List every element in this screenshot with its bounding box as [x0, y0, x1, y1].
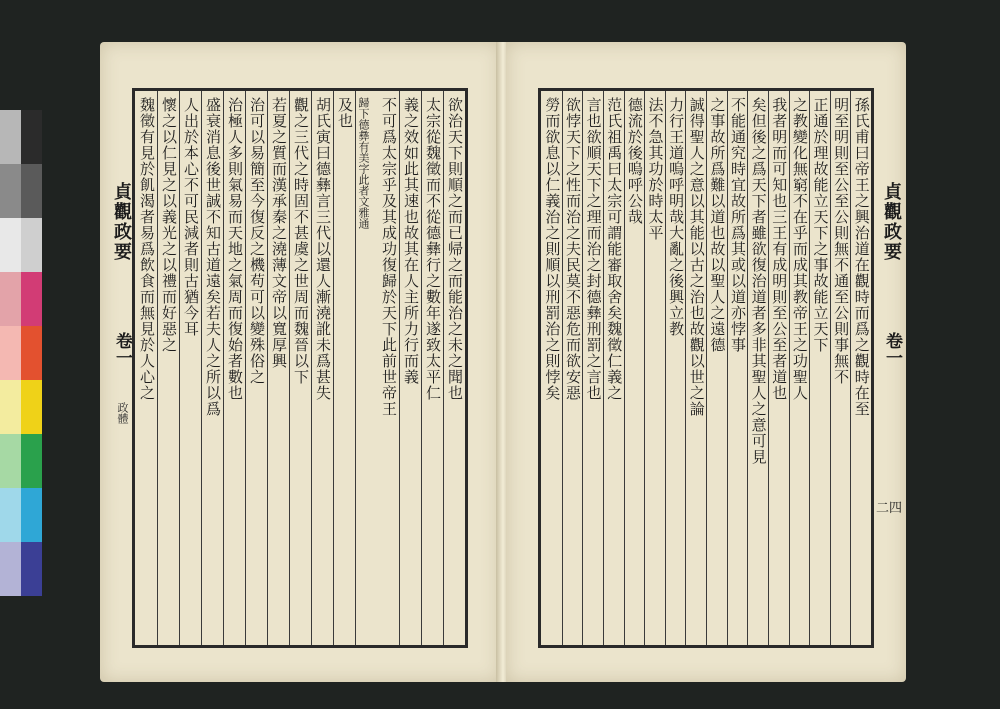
column-rule	[399, 91, 400, 645]
right-page-juan-label: 卷一	[882, 332, 902, 366]
text-column: 胡氏寅曰德彝言三代以還人漸澆訛未爲甚失	[314, 97, 332, 401]
text-column: 之事故所爲難以道也故以聖人之遠德	[708, 97, 727, 353]
text-column: 明至明則至公至公則無不通至公則事無不	[832, 97, 851, 385]
column-rule	[245, 91, 246, 645]
text-column: 我者明而可知也三王有成明則至公至者道也	[770, 97, 789, 401]
column-rule	[157, 91, 158, 645]
color-swatch	[21, 272, 42, 326]
text-column: 盛衰消息後世誠不知古道遠矣若夫人之所以爲	[204, 97, 222, 417]
column-rule	[311, 91, 312, 645]
text-column: 正通於理故能立天下之事故能立天下	[811, 97, 830, 353]
color-swatch	[0, 272, 21, 326]
color-swatch	[21, 110, 42, 164]
text-column: 治可以易簡至今復反之機苟可以變殊俗之	[248, 97, 266, 385]
text-column: 欲悖天下之性而治之夫民莫不惡危而欲安惡	[563, 97, 582, 401]
column-rule	[289, 91, 290, 645]
text-column: 勞而欲息以仁義治之則順以刑罰治之則悖矣	[543, 97, 562, 401]
text-column: 不可爲太宗乎及其成功復歸於天下此前世帝王	[380, 97, 398, 417]
right-page-text-frame	[538, 88, 874, 648]
text-column: 太宗從魏徵而不從德彝行之數年遂致太平仁	[424, 97, 442, 401]
column-rule	[267, 91, 268, 645]
right-page	[506, 42, 906, 682]
text-column: 不能通究時宜故所爲其或以道亦悖事	[728, 97, 747, 353]
text-column: 義之效如此其速也故其在人主所力行而義	[402, 97, 420, 385]
annotation-text: 字此者文雅通	[357, 163, 370, 229]
annotation-column	[357, 97, 370, 229]
text-column: 治極人多則氣易而天地之氣周而復始者數也	[226, 97, 244, 401]
column-rule	[223, 91, 224, 645]
color-swatch	[0, 218, 21, 272]
column-rule	[443, 91, 444, 645]
annotation-text: 歸下德彝有美	[357, 97, 370, 163]
color-swatch	[0, 164, 21, 218]
column-rule	[355, 91, 356, 645]
right-page-number: 二四	[876, 501, 903, 516]
color-calibration-chart	[0, 110, 42, 596]
text-column: 德流於後嗚呼公哉	[625, 97, 644, 225]
text-column: 孫氏甫曰帝王之興治道在觀時而爲之觀時在至	[852, 97, 871, 417]
text-column: 觀之三代之時固不甚虞之世周而魏晉以下	[292, 97, 310, 385]
color-swatch	[21, 542, 42, 596]
color-swatch	[0, 110, 21, 164]
column-rule	[179, 91, 180, 645]
color-swatch	[0, 326, 21, 380]
text-column: 人出於本心不可民減者則古猶今耳	[182, 97, 200, 337]
right-page-book-title: 貞觀政要	[881, 182, 902, 262]
text-column: 魏徵有見於飢渴者易爲飲食而無見於人心之	[138, 97, 156, 401]
left-page-juan-label: 卷一	[112, 332, 132, 366]
color-swatch	[21, 326, 42, 380]
left-page	[100, 42, 500, 682]
text-column: 誠得聖人之意以其能以古之治也故觀以世之論	[687, 97, 706, 417]
color-swatch	[0, 488, 21, 542]
text-column: 若夏之質而漢承秦之澆薄文帝以寬厚興	[270, 97, 288, 369]
color-swatch	[21, 218, 42, 272]
color-swatch	[21, 164, 42, 218]
color-swatch	[21, 434, 42, 488]
text-column: 言也欲順天下之理而治之封德彝刑罰之言也	[584, 97, 603, 401]
color-swatch	[0, 380, 21, 434]
color-swatch	[0, 434, 21, 488]
text-column: 之教變化無窮不在乎而成其教帝王之功聖人	[790, 97, 809, 401]
text-column: 力行王道嗚呼明哉大亂之後興立教	[667, 97, 686, 337]
column-rule	[201, 91, 202, 645]
text-column: 懷之以仁見之以義光之以禮而好惡之	[160, 97, 178, 353]
text-column: 及也	[336, 97, 354, 129]
left-page-book-title: 貞觀政要	[111, 182, 132, 262]
column-rule	[333, 91, 334, 645]
text-column: 范氏祖禹曰太宗可謂能審取舍矣魏徵仁義之	[605, 97, 624, 401]
color-swatch	[21, 380, 42, 434]
color-swatch	[0, 542, 21, 596]
left-page-text-frame	[132, 88, 468, 648]
text-column: 矣但後之爲天下者雖欲復治道者多非其聖人之意可見	[749, 97, 768, 465]
text-column: 法不急其功於時太平	[646, 97, 665, 241]
left-page-chapter-label: 政體	[116, 402, 129, 424]
color-swatch	[21, 488, 42, 542]
column-rule	[421, 91, 422, 645]
text-column: 欲治天下則順之而已帰之而能治之未之聞也	[446, 97, 464, 401]
